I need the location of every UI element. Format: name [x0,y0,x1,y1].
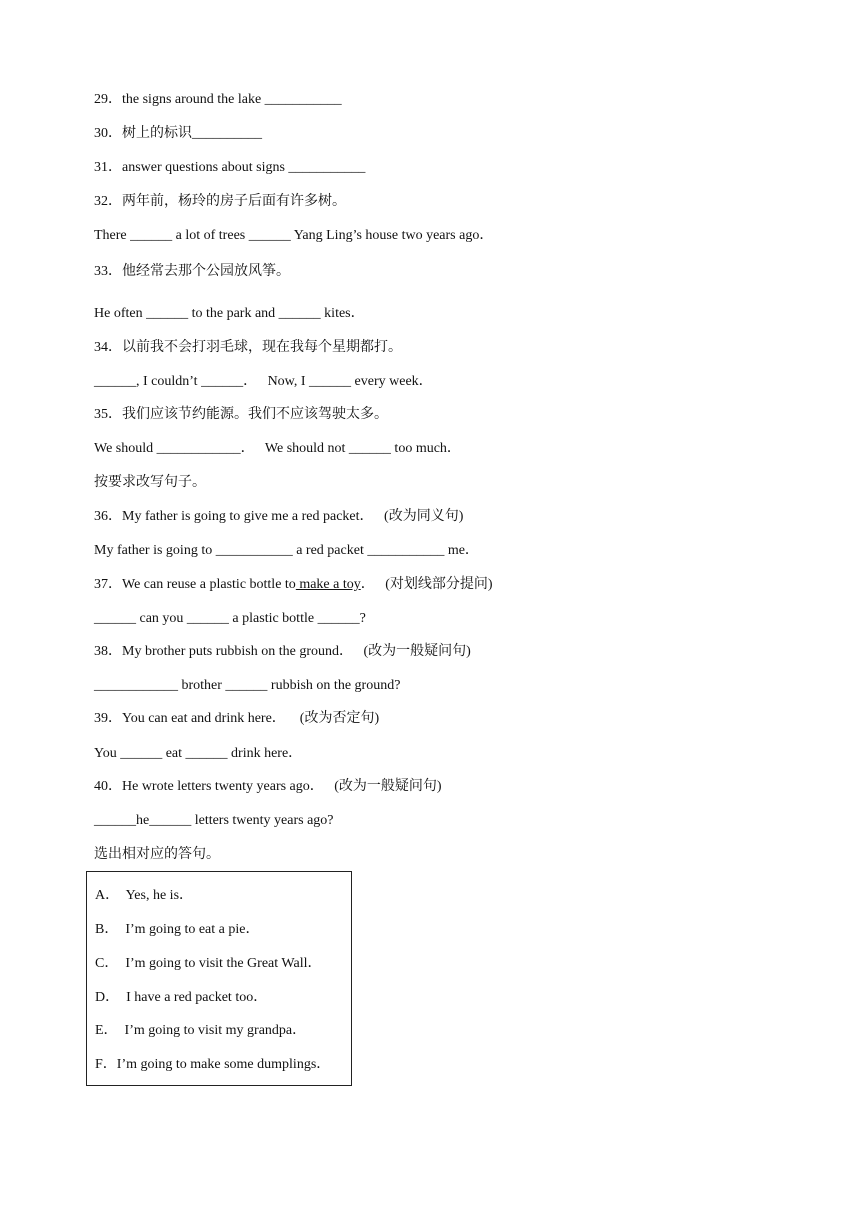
q32-prompt: 32．两年前，杨玲的房子后面有许多树。 [94,194,346,209]
option-b: B． I’m going to eat a pie． [95,922,260,937]
q37-answer: ______ can you ______ a plastic bottle ______? [94,611,366,626]
q38-question: 38．My brother puts rubbish on the ground． (改为一般疑问句) [94,644,471,659]
q37-prefix: 37．We can reuse a plastic bottle to [94,577,296,592]
option-f: F．I’m going to make some dumplings． [95,1057,331,1072]
q36-answer: My father is going to ___________ a red packet ___________ me． [94,543,479,558]
q37-underlined-phrase: make a toy [295,577,361,592]
q40-question: 40．He wrote letters twenty years ago． (改为一般疑问句) [94,779,442,794]
answer-options-box [86,871,352,1086]
q33-answer: He often ______ to the park and ______ kites． [94,306,365,321]
q40-answer: ______he______ letters twenty years ago? [94,813,334,828]
section-heading-match: 选出相对应的答句。 [94,847,220,862]
q34-answer: ______, I couldn’t ______． Now, I ______ every week． [94,374,433,389]
q39-question: 39．You can eat and drink here． (改为否定句) [94,711,380,726]
option-e: E． I’m going to visit my grandpa． [95,1023,307,1038]
q31-line: 31．answer questions about signs ___________ [94,160,366,175]
q30-line: 30．树上的标识__________ [94,126,262,141]
q29-line: 29．the signs around the lake ___________ [94,92,342,107]
q32-answer: There ______ a lot of trees ______ Yang Ling’s house two years ago． [94,228,494,243]
option-d: D． I have a red packet too． [95,990,268,1005]
q37-suffix: ． (对划线部分提问) [360,577,493,592]
q39-answer: You ______ eat ______ drink here． [94,746,303,761]
q35-answer: We should ____________． We should not ______ too much． [94,441,461,456]
q37-question [94,575,493,595]
option-a: A． Yes, he is． [95,888,194,903]
q36-question: 36．My father is going to give me a red packet． (改为同义句) [94,509,464,524]
q35-prompt: 35．我们应该节约能源。我们不应该驾驶太多。 [94,407,388,422]
q33-prompt: 33．他经常去那个公园放风筝。 [94,264,290,279]
q34-prompt: 34．以前我不会打羽毛球，现在我每个星期都打。 [94,340,402,355]
section-heading-rewrite: 按要求改写句子。 [94,475,206,490]
q38-answer: ____________ brother ______ rubbish on the ground? [94,678,401,693]
option-c: C． I’m going to visit the Great Wall． [95,956,322,971]
